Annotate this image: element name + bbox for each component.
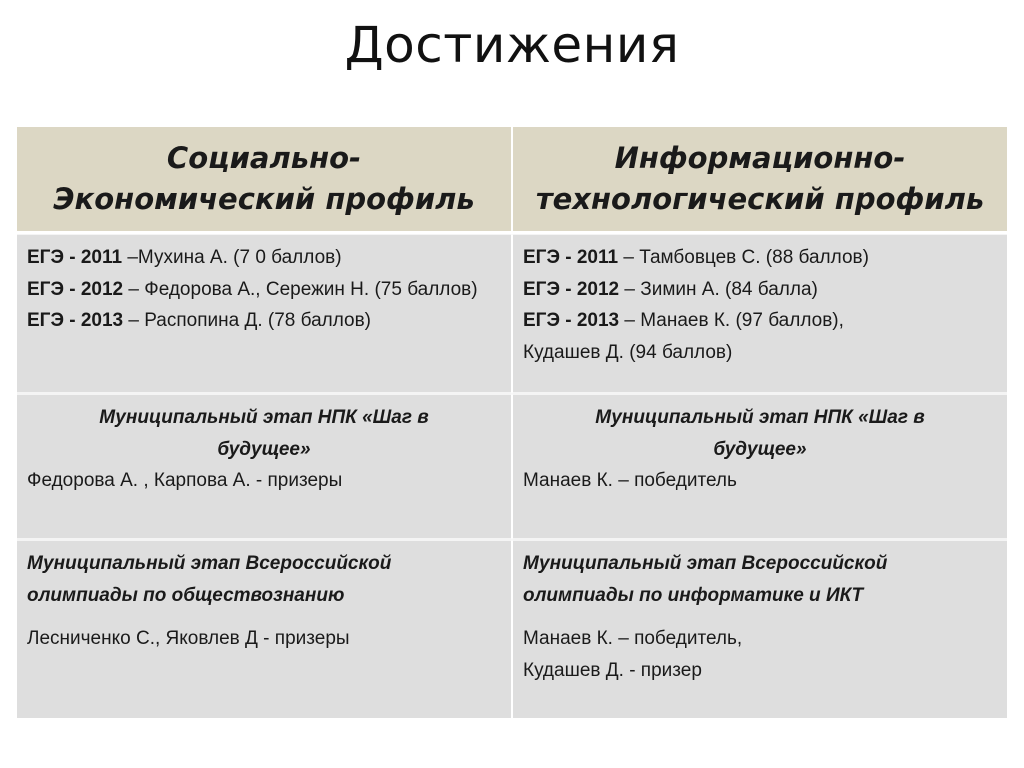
olympiad-result-right-1: Манаев К. – победитель, (523, 628, 743, 649)
ege-2011-right: ЕГЭ - 2011 – Тамбовцев С. (88 баллов) (523, 247, 869, 268)
ege-2013-right: ЕГЭ - 2013 – Манаев К. (97 баллов), (523, 310, 844, 331)
header-left-line-2: Экономический профиль (53, 182, 475, 216)
header-socio-economic (17, 127, 512, 234)
olympiad-result-left: Лесниченко С., Яковлев Д - призеры (27, 628, 350, 649)
olympiad-heading-right-2: олимпиады по информатике и ИКТ (523, 584, 864, 606)
olympiad-heading-left-1: Муниципальный этап Всероссийской (27, 553, 392, 574)
header-info-tech (512, 127, 1007, 234)
npk-result-right: Манаев К. – победитель (523, 470, 737, 491)
header-right-line-2: технологический профиль (535, 182, 985, 216)
header-right-line-1: Информационно- (614, 141, 906, 175)
olympiad-result-right-2: Кудашев Д. - призер (523, 659, 702, 681)
cell-olympiad-socio-economic (17, 540, 512, 718)
ege-2012-right: ЕГЭ - 2012 – Зимин А. (84 балла) (523, 278, 818, 300)
cell-npk-socio-economic (17, 394, 512, 540)
cell-ege-info-tech (512, 234, 1007, 394)
achievements-table (17, 127, 1007, 718)
olympiad-heading-right-1: Муниципальный этап Всероссийской (523, 553, 888, 574)
ege-2011-left: ЕГЭ - 2011 –Мухина А. (7 0 баллов) (27, 247, 342, 268)
npk-result-left: Федорова А. , Карпова А. - призеры (27, 470, 343, 491)
npk-heading-left: Муниципальный этап НПК «Шаг в будущее» (99, 407, 429, 460)
cell-npk-info-tech (512, 394, 1007, 540)
npk-heading-right: Муниципальный этап НПК «Шаг в будущее» (595, 407, 925, 460)
ege-2012-left: ЕГЭ - 2012 – Федорова А., Сережин Н. (75 баллов) (27, 278, 478, 300)
ege-2013-left: ЕГЭ - 2013 – Распопина Д. (78 баллов) (27, 310, 372, 331)
cell-ege-socio-economic (17, 234, 512, 394)
cell-olympiad-info-tech (512, 540, 1007, 718)
slide-title: Достижения (344, 16, 680, 74)
ege-2013-right-cont: Кудашев Д. (94 баллов) (523, 341, 733, 363)
olympiad-heading-left-2: олимпиады по обществознанию (27, 584, 345, 606)
header-left-line-1: Социально- (166, 141, 362, 175)
